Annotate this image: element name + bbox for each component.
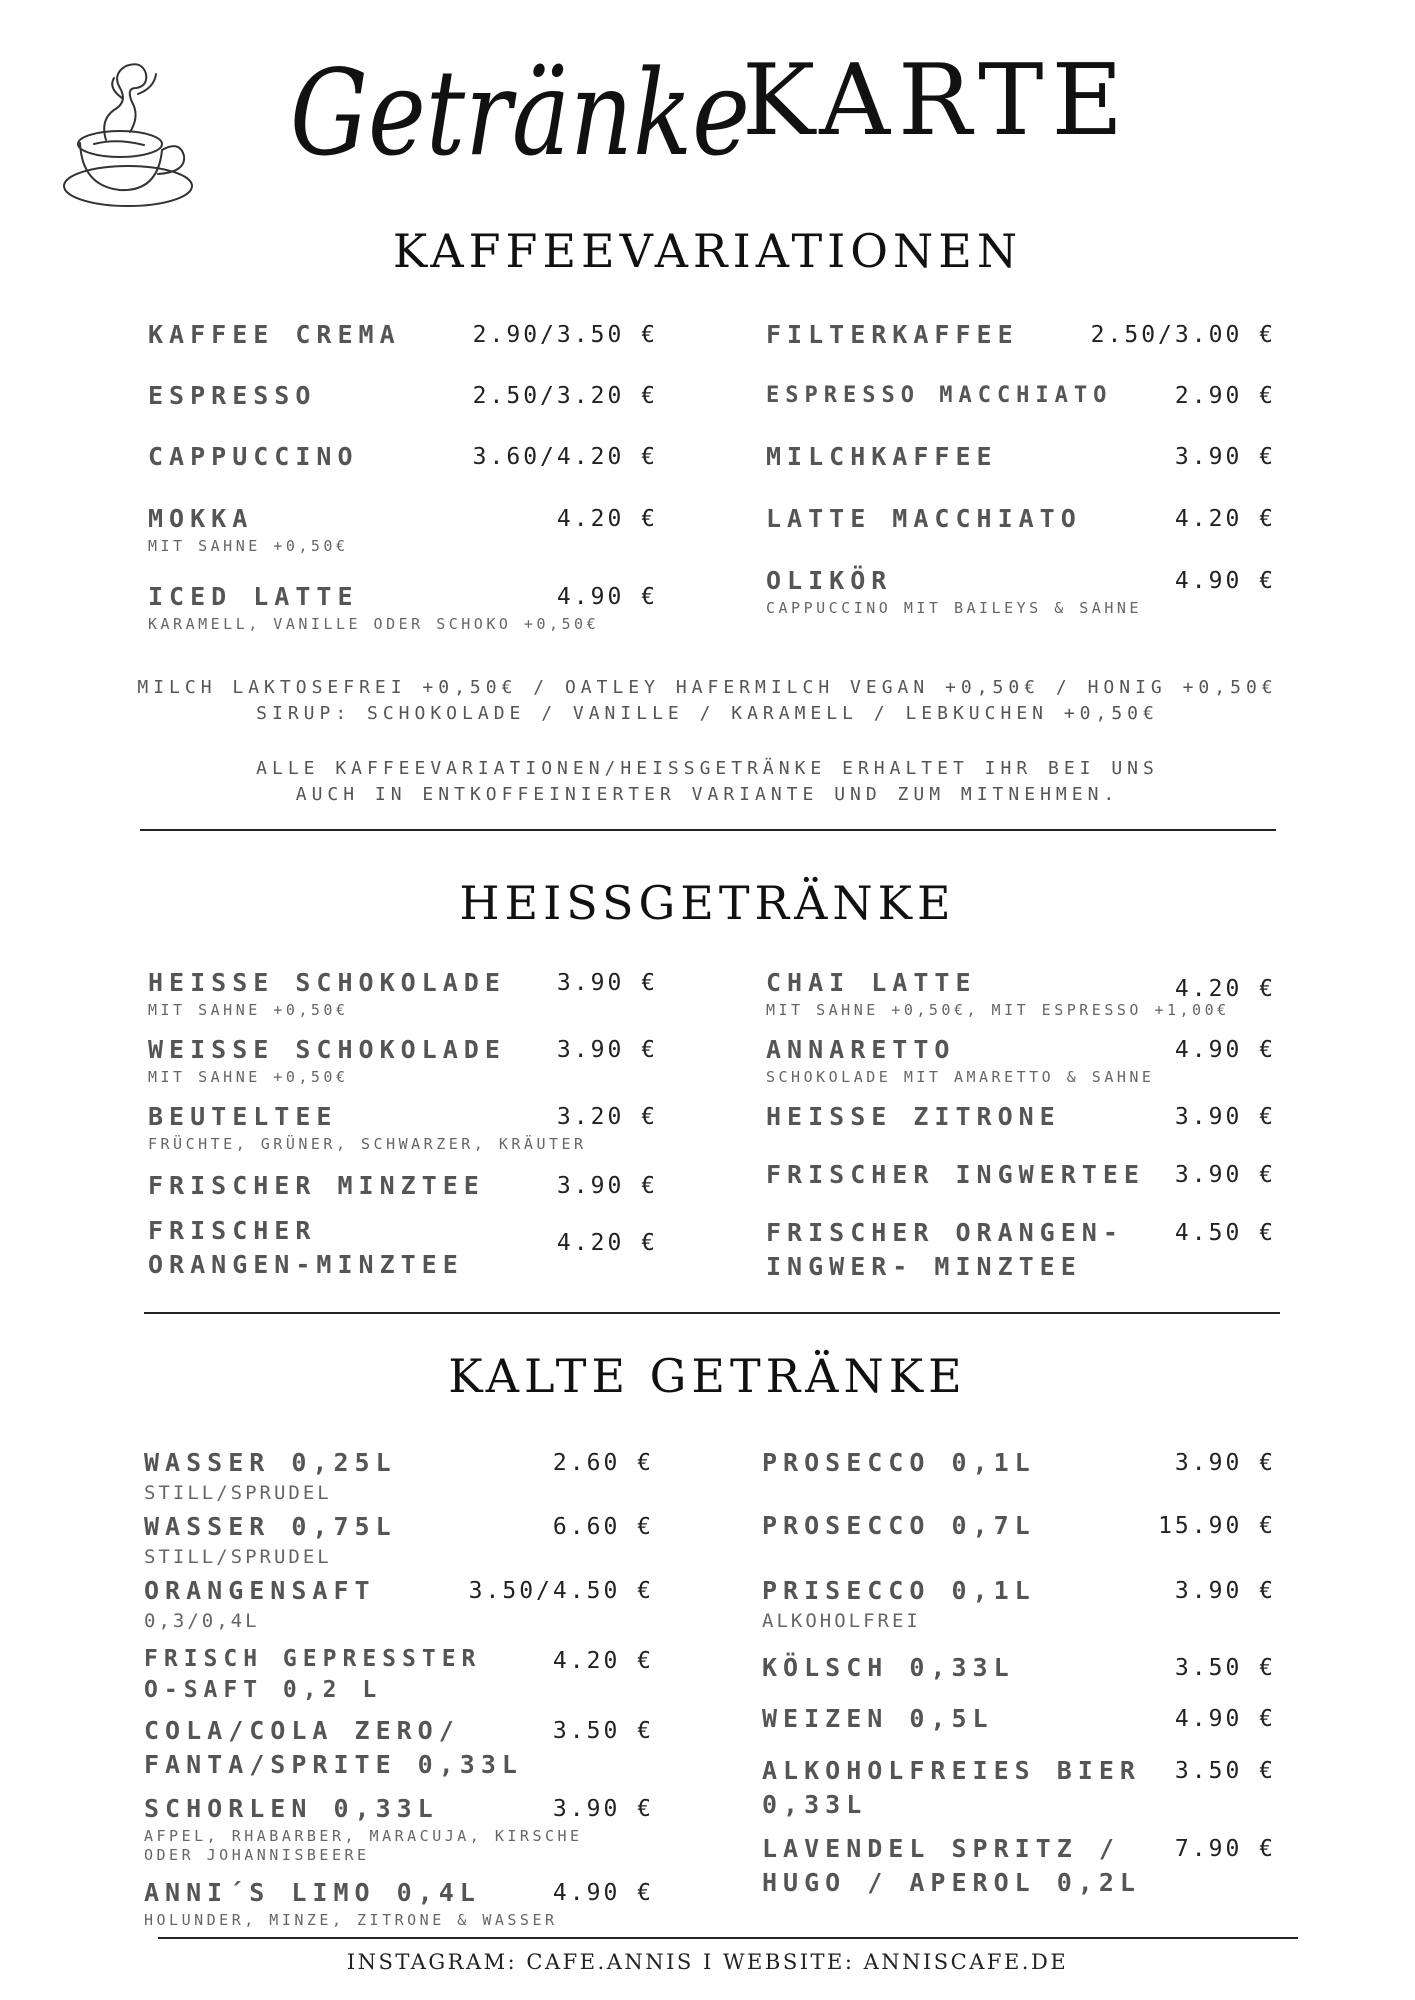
item-price: 15.90 € [1158, 1513, 1276, 1539]
footer-divider [158, 1937, 1298, 1939]
item-price: 3.50/4.50 € [468, 1578, 654, 1604]
item-name: COLA/COLA ZERO/ FANTA/SPRITE 0,33L [144, 1716, 523, 1779]
item-price: 4.90 € [1174, 1706, 1276, 1732]
item-name: FRISCHER ORANGEN-MINZTEE [148, 1216, 464, 1279]
item-description: 0,3/0,4L [144, 1610, 260, 1632]
item-name: HEISSE SCHOKOLADE [148, 968, 506, 997]
item-price: 2.50/3.20 € [472, 383, 658, 409]
item-name: FRISCHER MINZTEE [148, 1171, 485, 1200]
item-price: 3.90 € [1174, 444, 1276, 470]
item-name: SCHORLEN 0,33L [144, 1794, 439, 1823]
item-name: CAPPUCCINO [148, 442, 359, 471]
item-name: MOKKA [148, 504, 254, 533]
item-name: CHAI LATTE [766, 968, 977, 997]
item-name: ANNARETTO [766, 1035, 956, 1064]
item-price: 4.90 € [556, 584, 658, 610]
item-name: KAFFEE CREMA [148, 320, 401, 349]
item-name: FRISCHER INGWERTEE [766, 1160, 1145, 1189]
section-divider [144, 1312, 1280, 1314]
section-title-heissgetraenke: HEISSGETRÄNKE [459, 876, 956, 930]
item-name: PROSECCO 0,7L [762, 1511, 1036, 1540]
item-description: FRÜCHTE, GRÜNER, SCHWARZER, KRÄUTER [148, 1135, 587, 1153]
item-price: 4.50 € [1174, 1220, 1276, 1246]
item-name: ALKOHOLFREIES BIER 0,33L [762, 1756, 1141, 1819]
item-price: 4.20 € [556, 1230, 658, 1256]
item-price: 3.90 € [556, 1173, 658, 1199]
item-price: 3.50 € [1174, 1758, 1276, 1784]
item-price: 2.90/3.50 € [472, 322, 658, 348]
item-price: 4.20 € [556, 506, 658, 532]
item-price: 3.20 € [556, 1104, 658, 1130]
item-name: WASSER 0,75L [144, 1512, 397, 1541]
item-name: FILTERKAFFEE [766, 320, 1019, 349]
item-description: MIT SAHNE +0,50€ [148, 537, 349, 555]
item-price: 6.60 € [552, 1514, 654, 1540]
item-name: BEUTELTEE [148, 1102, 338, 1131]
item-name: WASSER 0,25L [144, 1448, 397, 1477]
item-price: 7.90 € [1174, 1836, 1276, 1862]
item-price: 3.90 € [1174, 1578, 1276, 1604]
item-name: ORANGENSAFT [144, 1576, 376, 1605]
item-name: ICED LATTE [148, 582, 359, 611]
item-name: WEISSE SCHOKOLADE [148, 1035, 506, 1064]
item-name: LATTE MACCHIATO [766, 504, 1082, 533]
item-price: 3.90 € [556, 970, 658, 996]
item-price: 4.90 € [1174, 568, 1276, 594]
decaf-note: AUCH IN ENTKOFFEINIERTER VARIANTE UND ZUM MITNEHMEN. [295, 784, 1120, 805]
item-name: OLIKÖR [766, 566, 893, 595]
footer-contact: INSTAGRAM: CAFE.ANNIS I WEBSITE: ANNISCAFE.DE [346, 1950, 1069, 1974]
item-name: PROSECCO 0,1L [762, 1448, 1036, 1477]
item-description: ALKOHOLFREI [762, 1610, 921, 1632]
item-price: 2.60 € [552, 1450, 654, 1476]
extras-note: MILCH LAKTOSEFREI +0,50€ / OATLEY HAFERMILCH VEGAN +0,50€ / HONIG +0,50€ [137, 677, 1278, 698]
item-name: HEISSE ZITRONE [766, 1102, 1061, 1131]
item-name: WEIZEN 0,5L [762, 1704, 994, 1733]
item-description: MIT SAHNE +0,50€ [148, 1068, 349, 1086]
item-price: 3.90 € [552, 1796, 654, 1822]
item-price: 4.20 € [1174, 976, 1276, 1002]
section-title-kaffeevariationen: KAFFEEVARIATIONEN [392, 224, 1023, 278]
item-price: 3.50 € [552, 1718, 654, 1744]
item-description: HOLUNDER, MINZE, ZITRONE & WASSER [144, 1911, 558, 1929]
item-name: FRISCH GEPRESSTER O-SAFT 0,2 L [144, 1646, 482, 1703]
item-description: MIT SAHNE +0,50€ [148, 1001, 349, 1019]
item-name: KÖLSCH 0,33L [762, 1653, 1015, 1682]
karte-title: KARTE [742, 44, 1131, 158]
item-price: 3.90 € [1174, 1104, 1276, 1130]
syrup-note: SIRUP: SCHOKOLADE / VANILLE / KARAMELL / LEBKUCHEN +0,50€ [256, 703, 1159, 724]
item-name: ANNI´S LIMO 0,4L [144, 1878, 481, 1907]
item-name: FRISCHER ORANGEN- INGWER- MINZTEE [766, 1218, 1124, 1281]
item-description: KARAMELL, VANILLE ODER SCHOKO +0,50€ [148, 615, 600, 633]
section-title-kalte-getraenke: KALTE GETRÄNKE [448, 1349, 967, 1403]
item-price: 3.50 € [1174, 1655, 1276, 1681]
item-price: 4.20 € [552, 1648, 654, 1674]
script-word: Getränke [290, 44, 750, 182]
item-name: PRISECCO 0,1L [762, 1576, 1036, 1605]
item-description: STILL/SPRUDEL [144, 1482, 332, 1504]
item-price: 2.50/3.00 € [1090, 322, 1276, 348]
item-description: CAPPUCCINO MIT BAILEYS & SAHNE [766, 599, 1142, 617]
item-price: 4.90 € [1174, 1037, 1276, 1063]
item-description: MIT SAHNE +0,50€, MIT ESPRESSO +1,00€ [766, 1001, 1230, 1019]
coffee-cup-icon [62, 58, 214, 208]
item-price: 3.90 € [1174, 1450, 1276, 1476]
item-description: SCHOKOLADE MIT AMARETTO & SAHNE [766, 1068, 1155, 1086]
decaf-note: ALLE KAFFEEVARIATIONEN/HEISSGETRÄNKE ERHALTET IHR BEI UNS [256, 758, 1159, 779]
item-price: 3.90 € [556, 1037, 658, 1063]
item-description: AFPEL, RHABARBER, MARACUJA, KIRSCHE ODER JOHANNISBEERE [144, 1827, 583, 1864]
item-name: MILCHKAFFEE [766, 442, 998, 471]
item-price: 4.20 € [1174, 506, 1276, 532]
item-price: 2.90 € [1174, 383, 1276, 409]
item-price: 3.60/4.20 € [472, 444, 658, 470]
item-name: LAVENDEL SPRITZ / HUGO / APEROL 0,2L [762, 1834, 1141, 1897]
getraenke-script-title [290, 42, 760, 202]
item-price: 4.90 € [552, 1880, 654, 1906]
item-name: ESPRESSO MACCHIATO [766, 383, 1113, 408]
section-divider [140, 829, 1276, 831]
item-description: STILL/SPRUDEL [144, 1546, 332, 1568]
item-name: ESPRESSO [148, 381, 317, 410]
item-price: 3.90 € [1174, 1162, 1276, 1188]
